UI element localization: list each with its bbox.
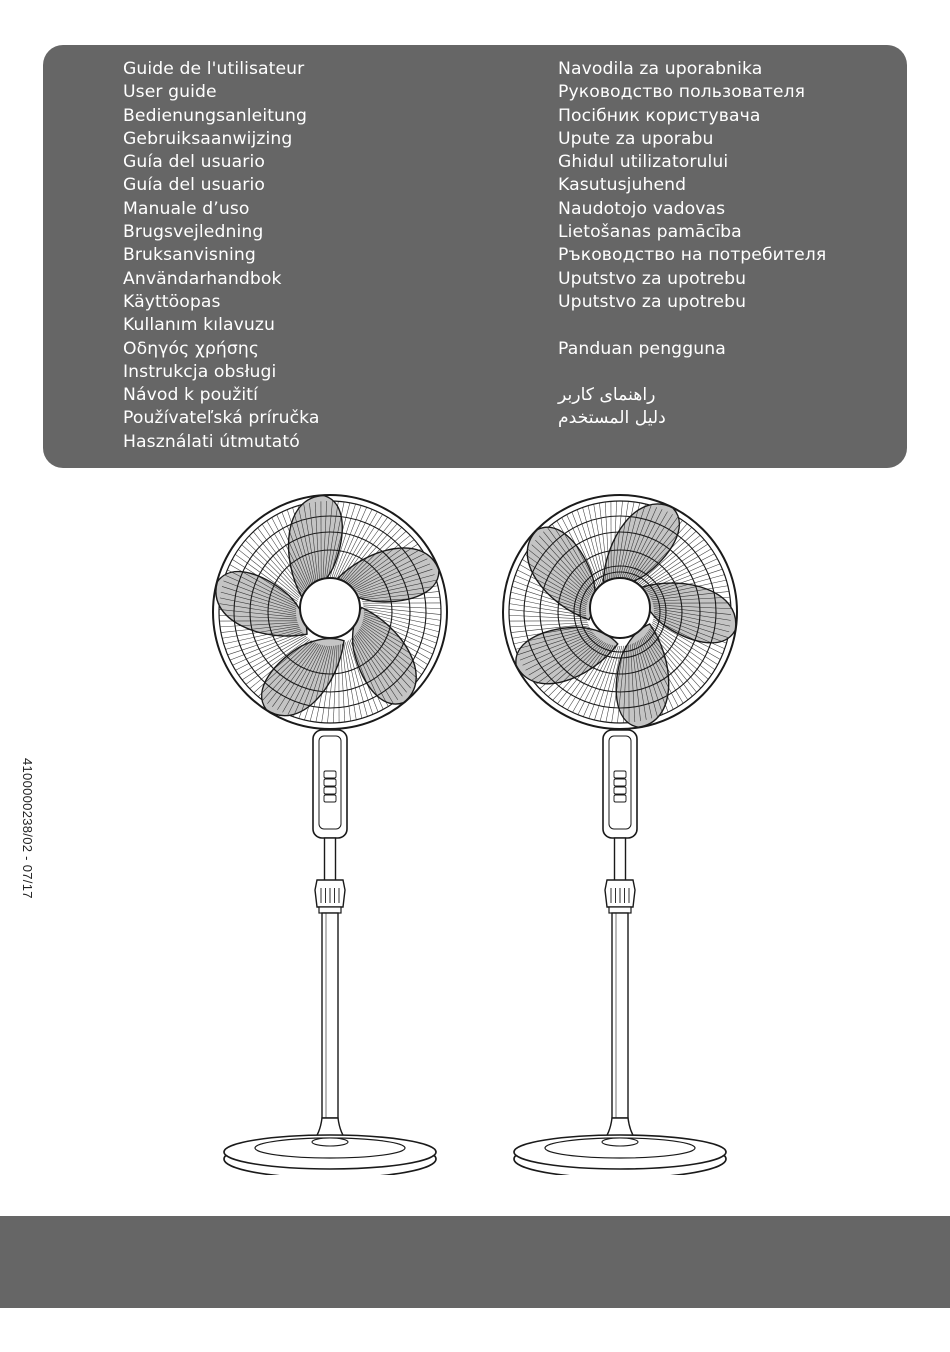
- language-title: Návod k použití: [123, 385, 258, 406]
- fan-control-button: [614, 771, 626, 778]
- fan-collar-base: [319, 907, 341, 913]
- language-list-right: [558, 58, 826, 431]
- language-title: Uputstvo za upotrebu: [558, 291, 747, 312]
- language-list-left: [123, 58, 320, 454]
- language-title: Guía del usuario: [123, 152, 265, 173]
- language-title: Guide de l'utilisateur: [123, 59, 305, 79]
- language-title: Käyttöopas: [123, 291, 221, 312]
- language-title: Navodila za uporabnika: [558, 59, 763, 79]
- fan-collar-base: [609, 907, 631, 913]
- language-title: Gebruiksaanwijzing: [123, 128, 293, 149]
- fan-base-socket: [602, 1138, 638, 1146]
- language-panel: [43, 45, 907, 468]
- language-title: Kasutusjuhend: [558, 175, 687, 196]
- fan-base-socket: [312, 1138, 348, 1146]
- fan-control-button: [324, 795, 336, 802]
- language-title: Ръководство на потребителя: [558, 245, 827, 266]
- language-title: Руководство пользователя: [558, 82, 806, 103]
- fan-control-button: [324, 779, 336, 786]
- language-title-text: دليل المستخدم: [558, 408, 666, 429]
- fan-center-hub: [300, 578, 360, 638]
- pedestal-fans-illustration: [205, 485, 750, 1175]
- language-title: Посібник користувача: [558, 105, 761, 126]
- language-title: Ghidul utilizatorului: [558, 152, 729, 173]
- language-title-text: راهنمای کاربر: [558, 385, 656, 406]
- language-title: Naudotojo vadovas: [558, 198, 726, 219]
- fan-control-button: [324, 771, 336, 778]
- language-title: Bedienungsanleitung: [123, 105, 308, 126]
- fan-control-button: [614, 779, 626, 786]
- language-title: Upute za uporabu: [558, 128, 714, 149]
- language-title: Guía del usuario: [123, 175, 265, 196]
- fan-control-button: [614, 795, 626, 802]
- language-title: Manuale d’uso: [123, 198, 250, 219]
- language-title: User guide: [123, 82, 217, 103]
- language-title-text: Panduan pengguna: [558, 338, 726, 359]
- language-title: Uputstvo za upotrebu: [558, 268, 747, 289]
- fan-lower-pole: [612, 913, 628, 1118]
- language-title: Brugsvejledning: [123, 222, 264, 243]
- fan-control-button: [614, 787, 626, 794]
- fan-control-button: [324, 787, 336, 794]
- language-title: Használati útmutató: [123, 431, 300, 452]
- fan-front-view-1: [205, 487, 447, 1175]
- fan-upper-pole: [325, 838, 336, 881]
- language-title: Användarhandbok: [123, 268, 282, 289]
- fan-lower-pole: [322, 913, 338, 1118]
- language-title-arabic: [558, 407, 826, 430]
- fan-front-view-2: [503, 494, 746, 1175]
- footer-bar: [0, 1216, 950, 1308]
- language-title-persian: [558, 361, 826, 408]
- language-title: Lietošanas pamācība: [558, 222, 742, 243]
- fan-upper-pole: [615, 838, 626, 881]
- language-title: Bruksanvisning: [123, 245, 256, 266]
- language-title: Kullanım kılavuzu: [123, 315, 275, 336]
- language-title: Οδηγός χρήσης: [123, 338, 260, 359]
- document-code: 4100000238/02 - 07/17: [20, 758, 35, 899]
- language-title: [558, 314, 826, 361]
- language-title: Instrukcja obsługi: [123, 361, 277, 382]
- language-title: Používateľská príručka: [123, 408, 320, 429]
- fan-center-hub: [590, 578, 650, 638]
